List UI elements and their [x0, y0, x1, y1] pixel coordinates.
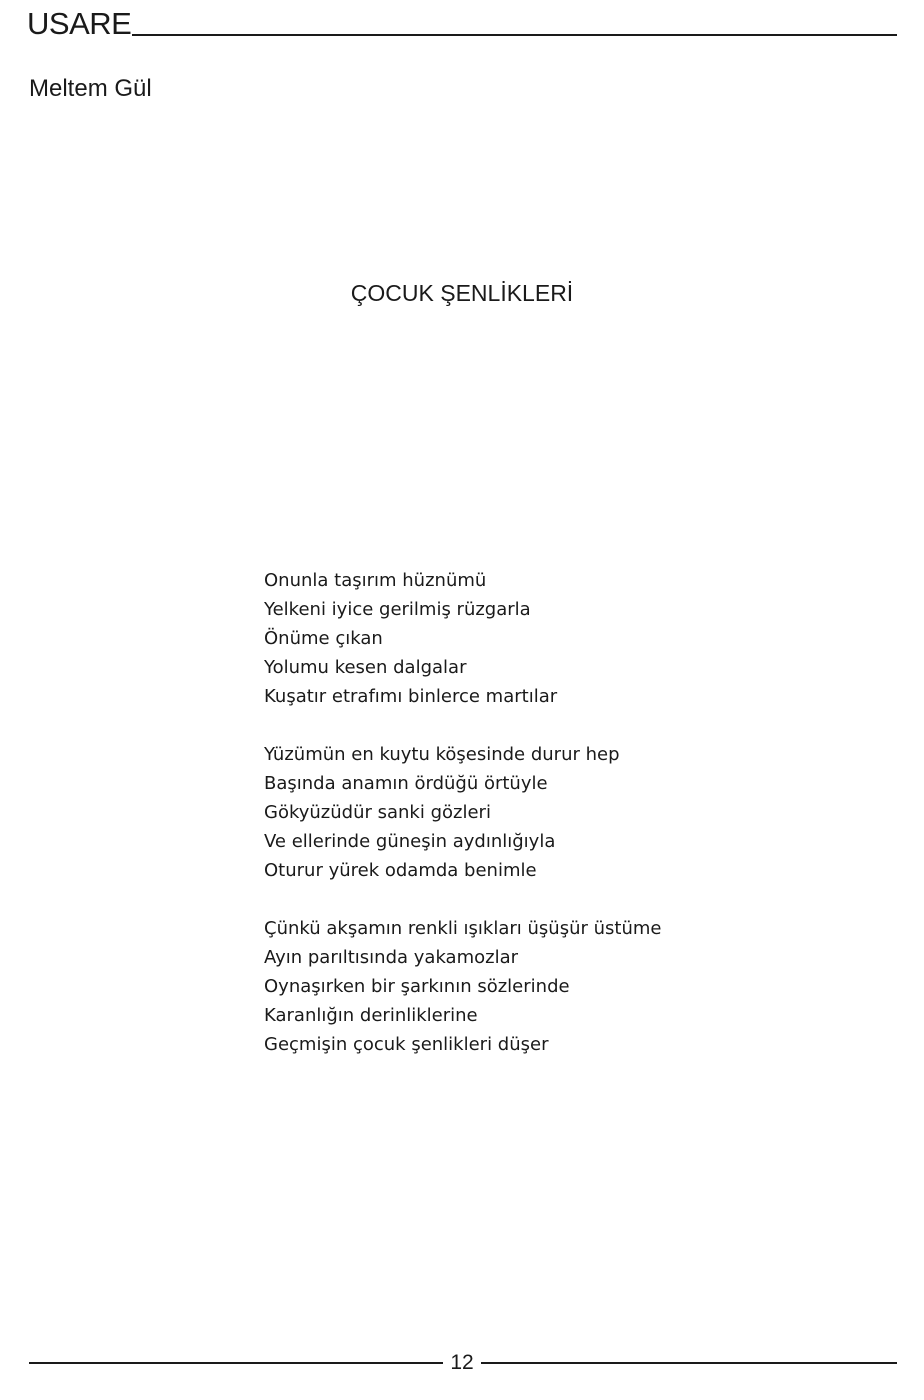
- verse-line: Geçmişin çocuk şenlikleri düşer: [264, 1034, 549, 1055]
- verse-line: Oynaşırken bir şarkının sözlerinde: [264, 976, 570, 997]
- verse-line: Karanlığın derinliklerine: [264, 1005, 478, 1026]
- verse-line: Çünkü akşamın renkli ışıkları üşüşür üstüme: [264, 918, 662, 939]
- page-number: 12: [450, 1351, 474, 1374]
- stanza-2: [264, 740, 661, 885]
- journal-name: USARE: [27, 6, 132, 41]
- verse-line: Yolumu kesen dalgalar: [264, 657, 467, 678]
- header-rule: [132, 34, 897, 36]
- verse-line: Yelkeni iyice gerilmiş rüzgarla: [264, 599, 531, 620]
- verse-line: Başında anamın ördüğü örtüyle: [264, 773, 548, 794]
- verse-line: Kuşatır etrafımı binlerce martılar: [264, 686, 558, 707]
- stanza-1: [264, 566, 661, 711]
- verse-line: Oturur yürek odamda benimle: [264, 860, 537, 881]
- author-name: Meltem Gül: [29, 75, 152, 102]
- verse-line: Önüme çıkan: [264, 628, 383, 649]
- verse-line: Gökyüzüdür sanki gözleri: [264, 802, 491, 823]
- page-footer: [29, 1349, 897, 1379]
- footer-rule-left: [29, 1362, 443, 1364]
- page-header: [27, 6, 897, 40]
- footer-rule-right: [481, 1362, 897, 1364]
- stanza-3: [264, 914, 661, 1059]
- verse-line: Ayın parıltısında yakamozlar: [264, 947, 519, 968]
- verse-line: Yüzümün en kuytu köşesinde durur hep: [264, 744, 620, 765]
- verse-line: Ve ellerinde güneşin aydınlığıyla: [264, 831, 556, 852]
- poem-body: [264, 566, 661, 1059]
- verse-line: Onunla taşırım hüznümü: [264, 570, 487, 591]
- poem-title: ÇOCUK ŞENLİKLERİ: [350, 280, 574, 306]
